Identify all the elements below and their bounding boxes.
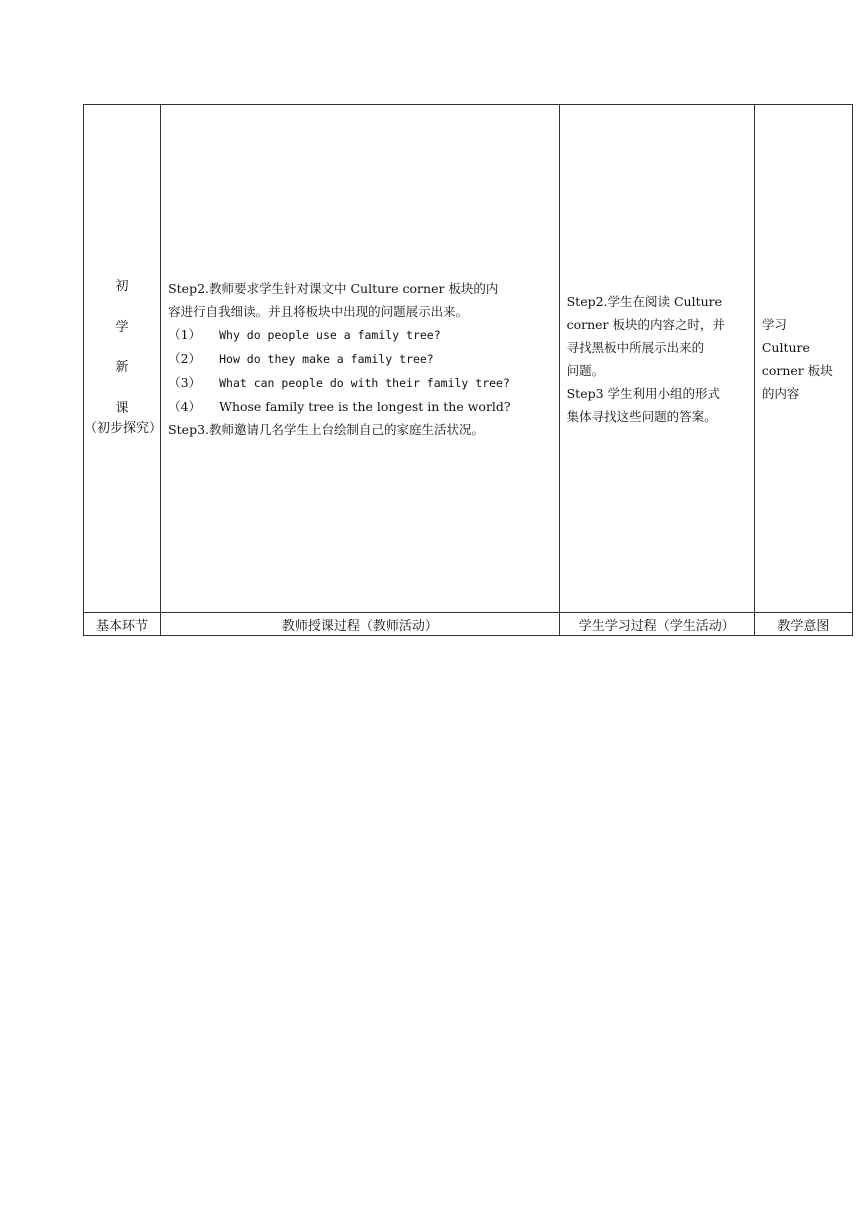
question-text: What can people do with their family tree? bbox=[219, 375, 510, 390]
teacher-activity-cell bbox=[161, 105, 560, 613]
intent-line: 的内容 bbox=[761, 385, 800, 401]
student-line: 问题。 bbox=[566, 362, 605, 378]
student-line: 寻找黑板中所展示出来的 bbox=[566, 339, 705, 355]
teacher-step2-line2: 容进行自我细读。并且将板块中出现的问题展示出来。 bbox=[168, 303, 469, 319]
question-number: （2） bbox=[168, 350, 202, 366]
stage-subtitle: （初步探究） bbox=[84, 421, 163, 437]
question-text: How do they make a family tree? bbox=[219, 351, 434, 366]
question-number: （4） bbox=[168, 398, 202, 414]
student-activity-cell bbox=[559, 105, 754, 613]
teacher-step3: Step3.教师邀请几名学生上台绘制自己的家庭生活状况。 bbox=[168, 421, 485, 437]
header-teacher-process: 教师授课过程（教师活动） bbox=[161, 613, 560, 636]
lesson-plan-table bbox=[83, 104, 853, 636]
stage-cell bbox=[84, 105, 161, 613]
question-number: （3） bbox=[168, 374, 202, 390]
question-text: Why do people use a family tree? bbox=[219, 327, 441, 342]
student-line: Step3 学生利用小组的形式 bbox=[566, 385, 721, 401]
stage-char: 初 bbox=[115, 278, 129, 294]
teaching-intent-cell bbox=[754, 105, 852, 613]
intent-line: Culture bbox=[761, 339, 810, 355]
question-number: （1） bbox=[168, 326, 202, 342]
header-student-process: 学生学习过程（学生活动） bbox=[559, 613, 754, 636]
content-row bbox=[84, 105, 853, 613]
question-item bbox=[168, 371, 553, 395]
stage-char: 课 bbox=[115, 401, 129, 417]
student-line: corner 板块的内容之时，并 bbox=[566, 316, 726, 332]
student-line: 集体寻找这些问题的答案。 bbox=[566, 408, 717, 424]
intent-line: corner 板块 bbox=[761, 362, 833, 378]
stage-char: 新 bbox=[115, 360, 129, 376]
question-item bbox=[168, 323, 553, 347]
header-row bbox=[84, 613, 853, 636]
intent-line: 学习 bbox=[761, 316, 787, 332]
header-basic-stage: 基本环节 bbox=[84, 613, 161, 636]
header-teaching-intent: 教学意图 bbox=[754, 613, 852, 636]
question-text: Whose family tree is the longest in the world? bbox=[219, 398, 511, 414]
stage-char: 学 bbox=[115, 319, 129, 335]
student-line: Step2.学生在阅读 Culture bbox=[566, 293, 723, 309]
question-item bbox=[168, 347, 553, 371]
question-item bbox=[168, 395, 553, 418]
teacher-step2-line1: Step2.教师要求学生针对课文中 Culture corner 板块的内 bbox=[168, 280, 499, 296]
